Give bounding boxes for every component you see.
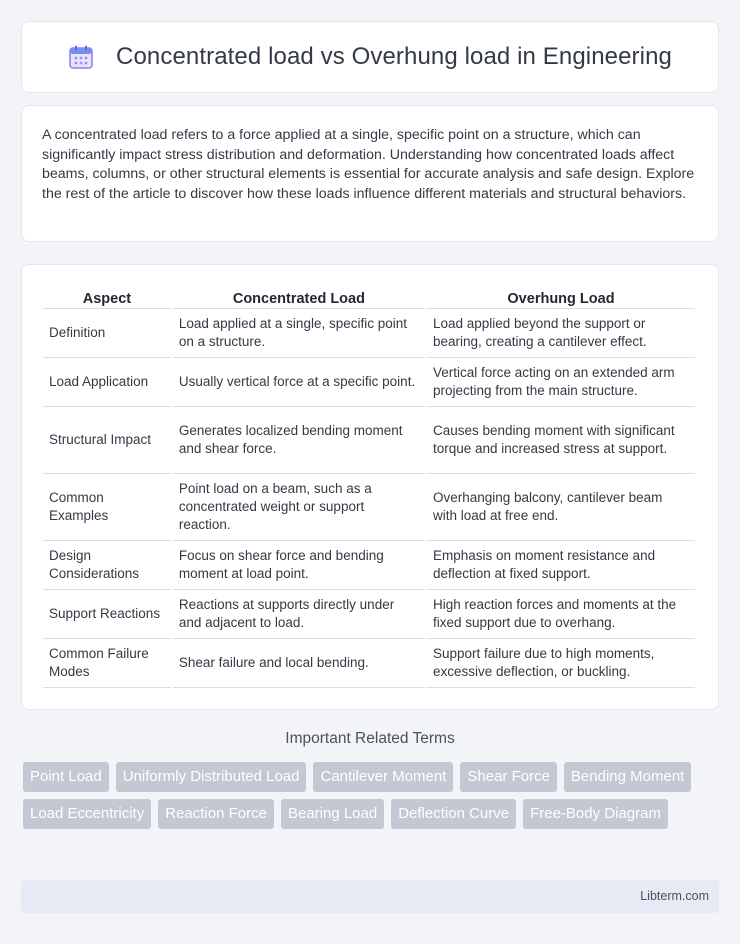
footer-site-link[interactable]: Libterm.com — [640, 889, 709, 903]
table-row — [43, 407, 695, 474]
cell-concentrated: Load applied at a single, specific point on a structure. — [173, 309, 425, 358]
term-tag[interactable]: Point Load — [23, 762, 109, 792]
cell-aspect: Support Reactions — [43, 590, 171, 639]
cell-overhung: Causes bending moment with significant torque and increased stress at support. — [427, 407, 695, 474]
term-tag[interactable]: Free-Body Diagram — [523, 799, 668, 829]
footer — [21, 880, 719, 913]
cell-aspect: Common Examples — [43, 474, 171, 541]
cell-aspect: Common Failure Modes — [43, 639, 171, 688]
cell-concentrated: Generates localized bending moment and shear force. — [173, 407, 425, 474]
cell-overhung: Support failure due to high moments, excessive deflection, or buckling. — [427, 639, 695, 688]
related-terms-heading: Important Related Terms — [285, 730, 455, 747]
intro-paragraph: A concentrated load refers to a force applied at a single, specific point on a structure, which can significantly impact stress distribution and deformation. Understanding how concentrated loads affect beams, columns, or other structural elements is essential for accurate analysis and safe design. Explore the rest of the article to discover how these loads influence different materials and structural behaviors. — [42, 127, 695, 202]
cell-overhung: Overhanging balcony, cantilever beam with load at free end. — [427, 474, 695, 541]
cell-aspect: Definition — [43, 309, 171, 358]
cell-concentrated: Focus on shear force and bending moment at load point. — [173, 541, 425, 590]
cell-overhung: Vertical force acting on an extended arm projecting from the main structure. — [427, 358, 695, 407]
term-tag[interactable]: Bending Moment — [564, 762, 691, 792]
table-row — [43, 590, 695, 639]
term-tag[interactable]: Cantilever Moment — [313, 762, 453, 792]
table-row — [43, 358, 695, 407]
comparison-table — [41, 287, 697, 688]
table-header-row — [43, 287, 695, 309]
header-aspect: Aspect — [43, 287, 171, 309]
term-tag[interactable]: Load Eccentricity — [23, 799, 151, 829]
comparison-table-card — [21, 264, 719, 710]
term-tag[interactable]: Deflection Curve — [391, 799, 516, 829]
cell-aspect: Design Considerations — [43, 541, 171, 590]
intro-card — [21, 105, 719, 242]
term-tag[interactable]: Bearing Load — [281, 799, 384, 829]
cell-overhung: High reaction forces and moments at the fixed support due to overhang. — [427, 590, 695, 639]
related-terms-list — [23, 762, 713, 829]
cell-concentrated: Reactions at supports directly under and adjacent to load. — [173, 590, 425, 639]
term-tag[interactable]: Reaction Force — [158, 799, 274, 829]
cell-concentrated: Point load on a beam, such as a concentrated weight or support reaction. — [173, 474, 425, 541]
table-row — [43, 639, 695, 688]
cell-aspect: Load Application — [43, 358, 171, 407]
cell-concentrated: Shear failure and local bending. — [173, 639, 425, 688]
header-concentrated: Concentrated Load — [173, 287, 425, 309]
term-tag[interactable]: Shear Force — [460, 762, 557, 792]
table-row — [43, 474, 695, 541]
cell-overhung: Emphasis on moment resistance and deflection at fixed support. — [427, 541, 695, 590]
cell-overhung: Load applied beyond the support or bearing, creating a cantilever effect. — [427, 309, 695, 358]
cell-concentrated: Usually vertical force at a specific point. — [173, 358, 425, 407]
table-row — [43, 541, 695, 590]
title-card — [21, 21, 719, 93]
calendar-icon — [68, 44, 94, 70]
header-overhung: Overhung Load — [427, 287, 695, 309]
cell-aspect: Structural Impact — [43, 407, 171, 474]
term-tag[interactable]: Uniformly Distributed Load — [116, 762, 307, 792]
page-title: Concentrated load vs Overhung load in Engineering — [116, 43, 672, 70]
table-row — [43, 309, 695, 358]
